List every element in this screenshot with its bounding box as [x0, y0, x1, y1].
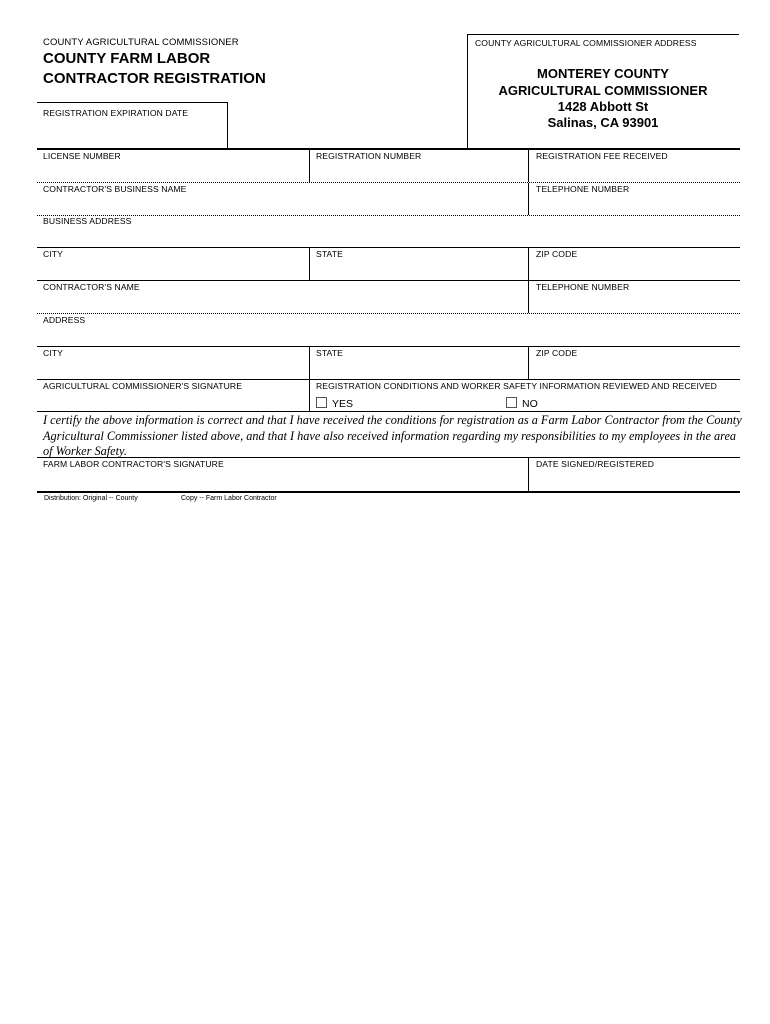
commissioner-signature-field[interactable] — [40, 393, 306, 411]
contractor-name-label: CONTRACTOR'S NAME — [43, 282, 140, 292]
row9-divider — [528, 457, 529, 491]
expiration-right-rule — [227, 102, 228, 148]
date-signed-label: DATE SIGNED/REGISTERED — [536, 459, 655, 469]
row2-divider — [528, 183, 529, 215]
conditions-reviewed-label: REGISTRATION CONDITIONS AND WORKER SAFETY INFORMATION REVIEWED AND RECEIVED — [316, 381, 717, 391]
contractor-signature-label: FARM LABOR CONTRACTOR'S SIGNATURE — [43, 459, 224, 469]
city-label: CITY — [43, 348, 63, 358]
office-name: AGRICULTURAL COMMISSIONER — [498, 83, 708, 98]
expiration-date-field[interactable] — [40, 120, 224, 146]
row4-divider-b — [528, 248, 529, 280]
no-checkbox[interactable] — [506, 397, 517, 408]
form-title-line2: CONTRACTOR REGISTRATION — [43, 70, 266, 87]
registration-number-label: REGISTRATION NUMBER — [316, 151, 422, 161]
row8-divider — [309, 380, 310, 412]
contractor-telephone-label: TELEPHONE NUMBER — [536, 282, 630, 292]
row7-bottom-rule — [37, 379, 740, 380]
row5-divider — [528, 281, 529, 313]
contractor-name-field[interactable] — [40, 294, 525, 312]
main-grid-bottom-rule — [37, 491, 740, 493]
row4-divider-a — [309, 248, 310, 280]
row2-bottom-rule — [37, 215, 740, 216]
business-address-field[interactable] — [40, 228, 737, 246]
registration-fee-label: REGISTRATION FEE RECEIVED — [536, 151, 668, 161]
expiration-date-label: REGISTRATION EXPIRATION DATE — [43, 108, 189, 118]
office-street: 1428 Abbott St — [557, 99, 649, 114]
row6-bottom-rule — [37, 346, 740, 347]
no-label: NO — [522, 398, 538, 410]
row4-bottom-rule — [37, 280, 740, 281]
business-zip-label: ZIP CODE — [536, 249, 578, 259]
agency-label: COUNTY AGRICULTURAL COMMISSIONER — [43, 37, 239, 48]
registration-number-field[interactable] — [312, 163, 525, 181]
address-box-top-rule — [467, 34, 739, 35]
contractor-telephone-field[interactable] — [531, 294, 737, 312]
business-name-field[interactable] — [40, 196, 525, 214]
business-state-label: STATE — [316, 249, 343, 259]
business-telephone-field[interactable] — [531, 196, 737, 214]
business-name-label: CONTRACTOR'S BUSINESS NAME — [43, 184, 187, 194]
contractor-signature-field[interactable] — [40, 471, 525, 489]
yes-label: YES — [332, 398, 354, 410]
business-city-field[interactable] — [40, 261, 306, 279]
license-number-field[interactable] — [40, 163, 306, 181]
business-telephone-label: TELEPHONE NUMBER — [536, 184, 630, 194]
zip-label: ZIP CODE — [536, 348, 578, 358]
expiration-top-rule — [37, 102, 227, 103]
license-number-label: LICENSE NUMBER — [43, 151, 121, 161]
yes-checkbox[interactable] — [316, 397, 327, 408]
row5-bottom-rule — [37, 313, 740, 314]
office-city-state-zip: Salinas, CA 93901 — [547, 115, 659, 130]
row8-bottom-rule — [37, 411, 740, 412]
city-field[interactable] — [40, 360, 306, 378]
certification-statement: I certify the above information is correct and that I have received the conditions for registration as a Farm Labor Contractor from the County Agricultural Commissioner listed above, and that I have also received information regarding my responsibilities to my employees in the area of Worker Safety. — [43, 413, 742, 459]
row7-divider-b — [528, 347, 529, 379]
distribution-copy: Copy -- Farm Labor Contractor — [181, 495, 277, 502]
state-field[interactable] — [312, 360, 525, 378]
main-grid-top-rule — [37, 148, 740, 150]
state-label: STATE — [316, 348, 343, 358]
business-address-label: BUSINESS ADDRESS — [43, 216, 132, 226]
county-name: MONTEREY COUNTY — [537, 66, 669, 81]
distribution-original: Distribution: Original -- County — [44, 495, 138, 502]
row3-bottom-rule — [37, 247, 740, 248]
commissioner-signature-label: AGRICULTURAL COMMISSIONER'S SIGNATURE — [43, 381, 243, 391]
business-zip-field[interactable] — [531, 261, 737, 279]
registration-fee-field[interactable] — [531, 163, 737, 181]
signature-row-top-rule — [37, 457, 740, 458]
address-label: ADDRESS — [43, 315, 86, 325]
row7-divider-a — [309, 347, 310, 379]
zip-field[interactable] — [531, 360, 737, 378]
row1-divider-a — [309, 149, 310, 182]
form-title-line1: COUNTY FARM LABOR — [43, 50, 211, 67]
business-city-label: CITY — [43, 249, 63, 259]
row1-bottom-rule — [37, 182, 740, 183]
row1-divider-b — [528, 149, 529, 182]
address-field[interactable] — [40, 327, 737, 345]
address-box-label: COUNTY AGRICULTURAL COMMISSIONER ADDRESS — [475, 38, 697, 48]
date-signed-field[interactable] — [531, 471, 737, 489]
business-state-field[interactable] — [312, 261, 525, 279]
